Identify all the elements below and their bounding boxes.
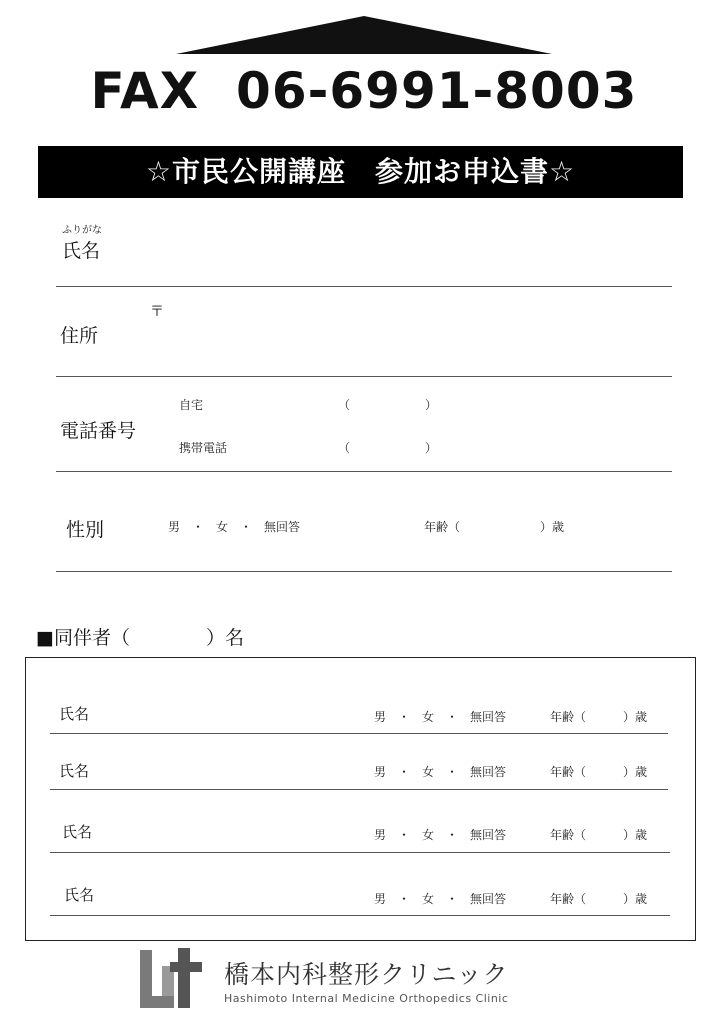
companion-2-gender-options: 男 ・ 女 ・ 無回答 xyxy=(374,765,507,779)
gender-label: 性別 xyxy=(66,519,105,541)
companion-1-name-label: 氏名 xyxy=(59,705,90,723)
address-divider xyxy=(56,376,672,377)
home-phone-label: 自宅 xyxy=(179,398,204,412)
mobile-phone-label: 携帯電話 xyxy=(179,441,228,455)
companion-4-name-label: 氏名 xyxy=(64,886,95,904)
companion-3-gender-options: 男 ・ 女 ・ 無回答 xyxy=(374,828,507,842)
companion-2-age-open: 年齢（ xyxy=(550,765,587,779)
companion-3-age-close: ）歳 xyxy=(623,828,648,842)
home-phone-paren-open: （ xyxy=(338,398,351,412)
companion-2-divider xyxy=(50,789,668,790)
companion-4-gender-options: 男 ・ 女 ・ 無回答 xyxy=(374,892,507,906)
fax-arrow-triangle xyxy=(176,16,552,56)
clinic-name-jp: 橋本内科整形クリニック xyxy=(224,960,509,989)
form-title-banner: ☆市民公開講座 参加お申込書☆ xyxy=(38,146,683,198)
name-label: 氏名 xyxy=(62,240,101,262)
companions-heading: ■同伴者（ ）名 xyxy=(36,627,244,649)
companion-3-divider xyxy=(50,852,670,853)
phone-divider xyxy=(56,471,672,472)
companion-2-name-label: 氏名 xyxy=(59,762,90,780)
companion-1-age-close: ）歳 xyxy=(623,710,648,724)
companion-4-age-close: ）歳 xyxy=(623,892,648,906)
gender-options: 男 ・ 女 ・ 無回答 xyxy=(168,520,301,534)
mobile-phone-paren-close: ） xyxy=(425,441,438,455)
phone-label: 電話番号 xyxy=(60,420,137,442)
companion-3-age-open: 年齢（ xyxy=(550,828,587,842)
age-close: ）歳 xyxy=(540,520,565,534)
clinic-logo-icon xyxy=(140,948,210,1010)
gender-divider xyxy=(56,571,672,572)
address-label: 住所 xyxy=(60,325,99,347)
companion-1-divider xyxy=(50,733,668,734)
companion-1-gender-options: 男 ・ 女 ・ 無回答 xyxy=(374,710,507,724)
companion-4-age-open: 年齢（ xyxy=(550,892,587,906)
companions-box xyxy=(25,657,696,941)
mobile-phone-paren-open: （ xyxy=(338,441,351,455)
age-open: 年齢（ xyxy=(424,520,461,534)
postal-mark: 〒 xyxy=(150,304,164,320)
furigana-label: ふりがな xyxy=(62,225,102,236)
companion-3-name-label: 氏名 xyxy=(62,823,93,841)
fax-number: FAX 06-6991-8003 xyxy=(90,62,638,120)
companion-4-divider xyxy=(50,915,670,916)
companion-2-age-close: ）歳 xyxy=(623,765,648,779)
home-phone-paren-close: ） xyxy=(425,398,438,412)
name-divider xyxy=(56,286,672,287)
companion-1-age-open: 年齢（ xyxy=(550,710,587,724)
clinic-name-en: Hashimoto Internal Medicine Orthopedics Clinic xyxy=(224,992,509,1005)
